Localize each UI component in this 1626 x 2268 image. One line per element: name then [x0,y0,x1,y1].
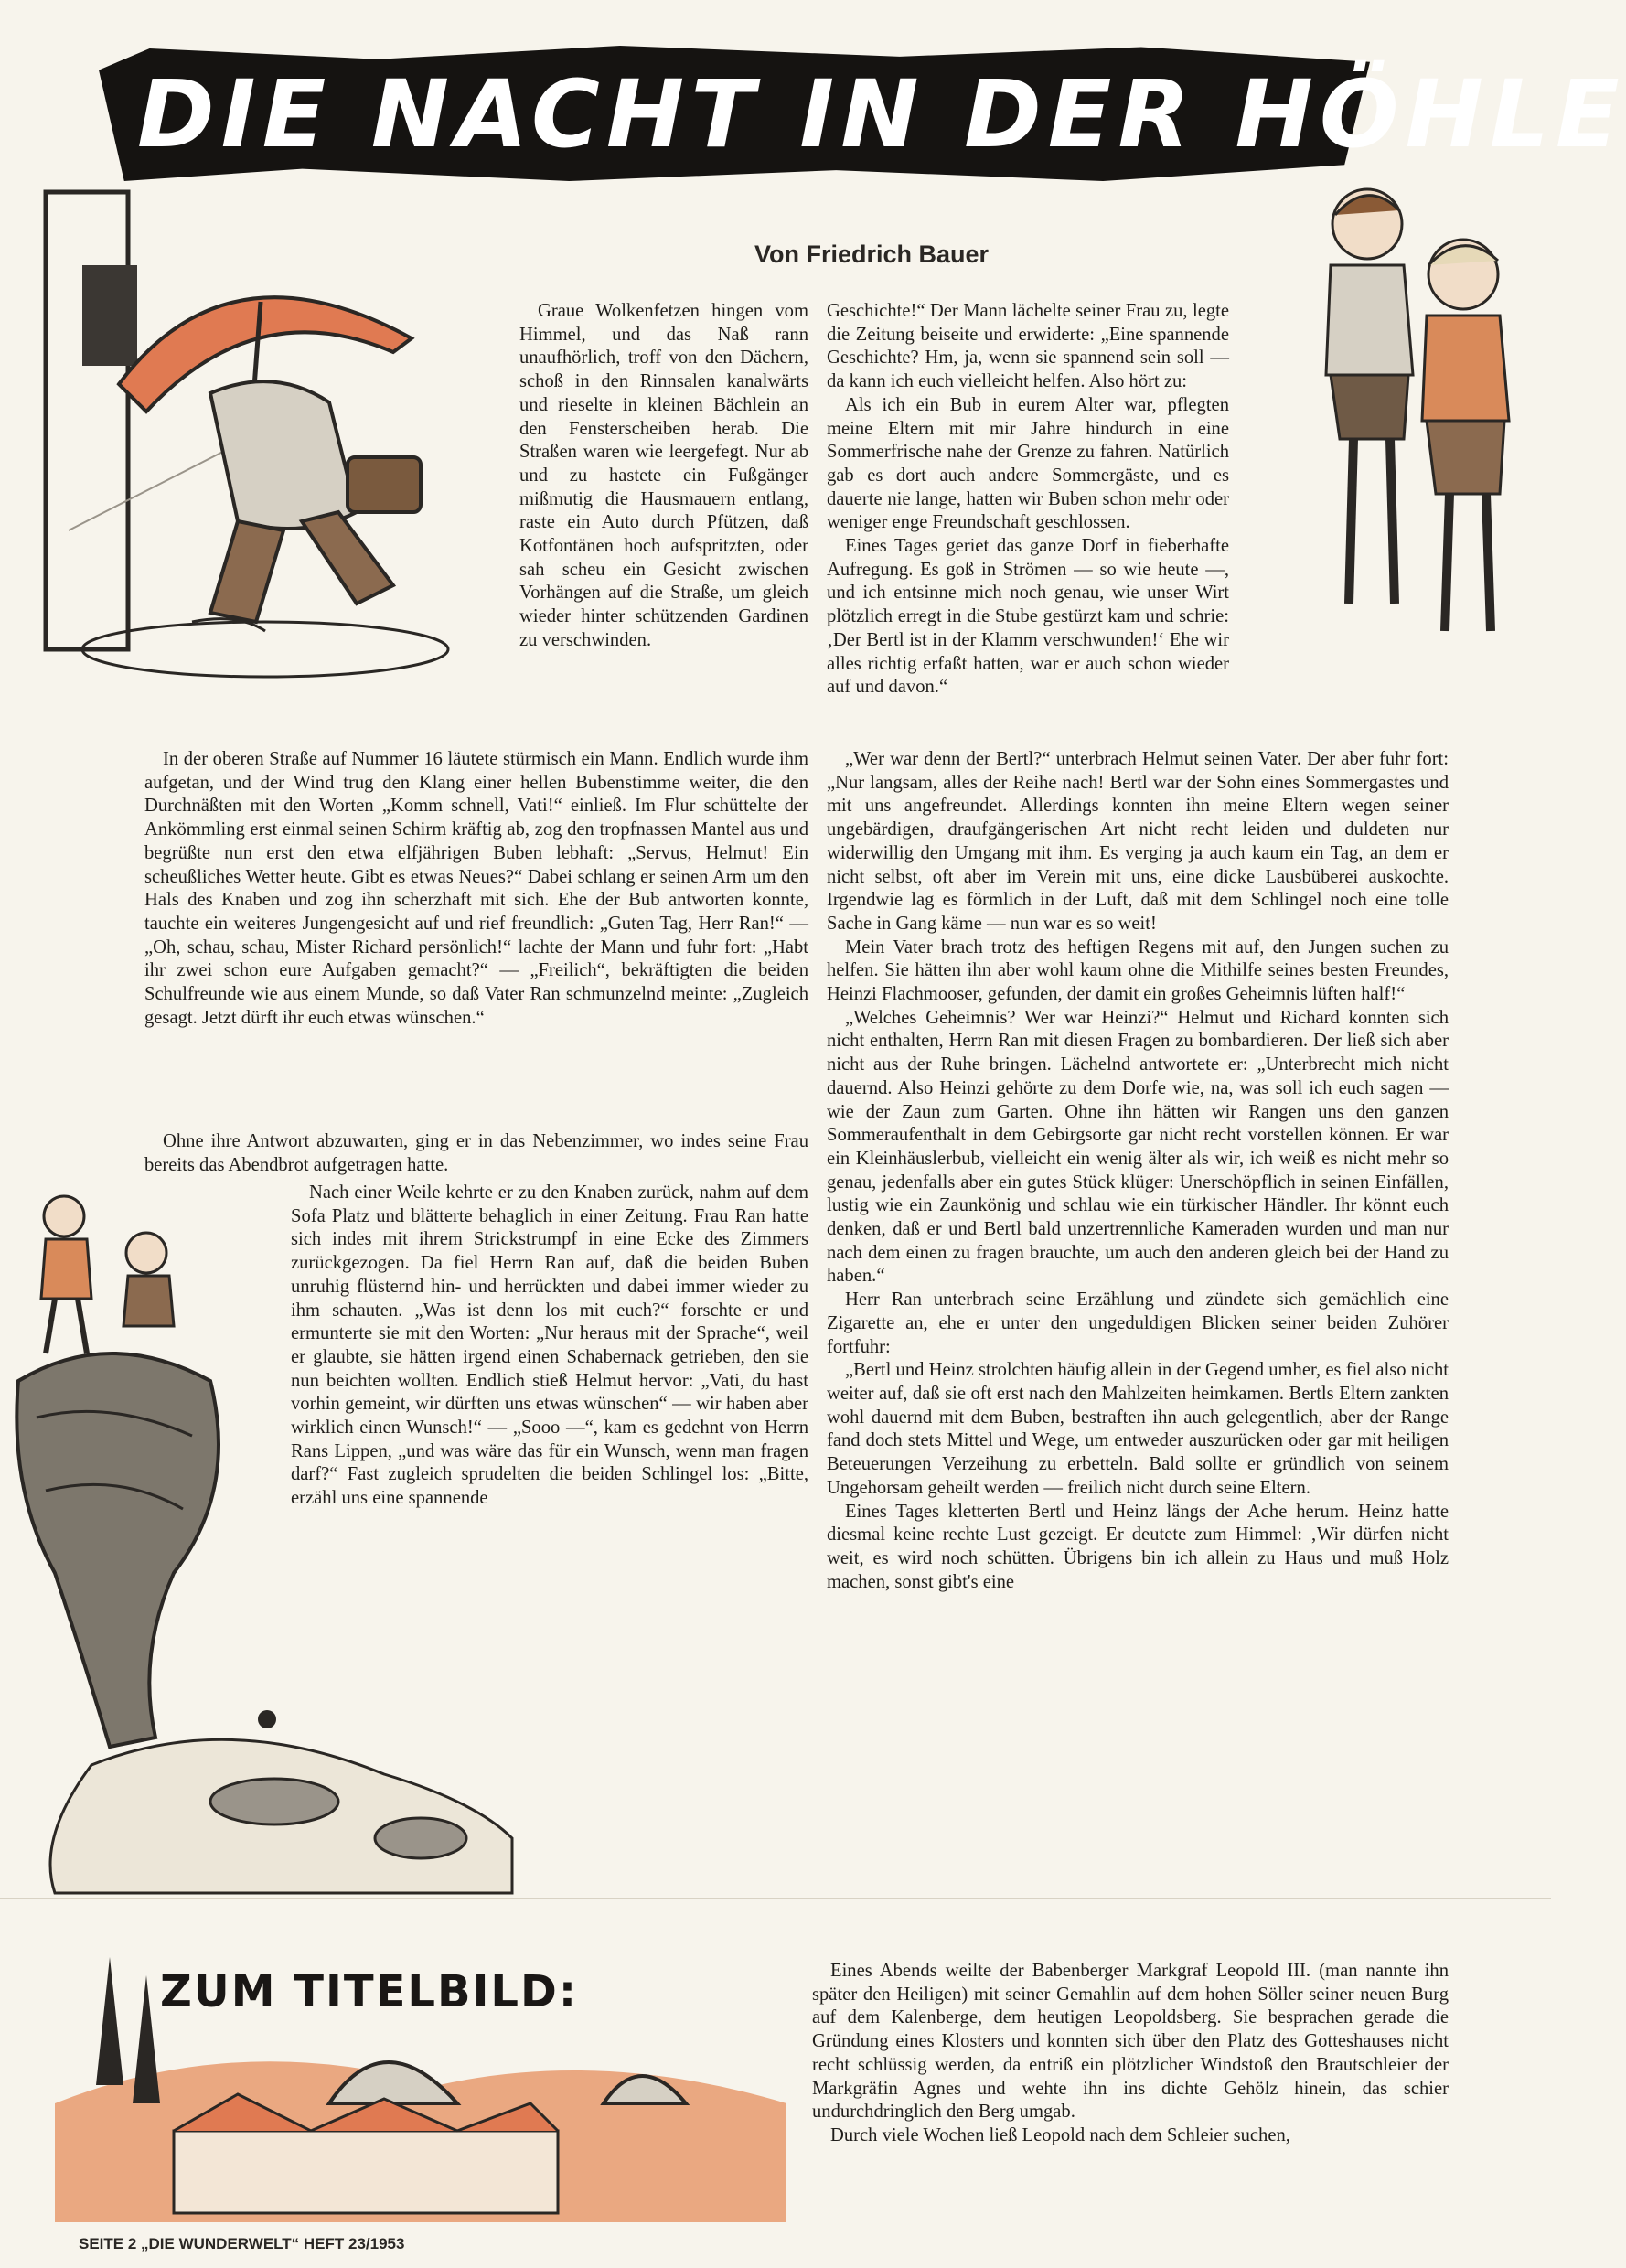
section-divider [0,1898,1551,1899]
column-1-intro [519,300,808,748]
column-2-upper [827,300,1229,698]
intro-paragraph: Graue Wolkenfetzen hingen vom Himmel, und das Naß rann unaufhörlich, troff von den Dächern, schoß in den Rinnsalen kanalwärts und rieselte in kleinen Bächlein an den Fensterscheiben herab. Die Straßen waren wie leergefegt. Nur ab und zu hastete ein Fußgänger mißmutig die Hausmauern entlang, raste ein Auto durch Pfützen, daß Kotfontänen hoch aufspritzten, oder sah scheu ein Gesicht zwischen Vorhängen auf die Straße, um gleich wieder hinter schützenden Gardinen zu verschwinden. [519,301,808,650]
paragraph: „Bertl und Heinz strolchten häufig allein in der Gegend umher, es fiel also nicht weiter auf, daß sie oft erst nach den Mahlzeiten heimkamen. Bertls Eltern zankten wohl dauernd mit dem Buben, bestraften ihn auch gelegentlich, aber der Range fand doch stets Mittel und Wege, um entweder auszurücken oder gar mit heiligen Beteuerungen Verzeihung zu erbetteln. Bald sollte er gründlich von seinem Ungehorsam geheilt werden — freilich nicht durch seine Eltern. [827,1360,1449,1498]
paragraph: Eines Tages geriet das ganze Dorf in fieberhafte Aufregung. Es goß in Strömen — so wie heute —, und ich entsinne mich noch genau, wie unser Wirt plötzlich erregt in die Stube gestürzt kam und schrie: ‚Der Bertl ist in der Klamm verschwunden!‘ Ehe wir alles richtig erfaßt hatten, war er auch schon wieder auf und davon.“ [827,536,1229,698]
paragraph: Mein Vater brach trotz des heftigen Regens mit auf, den Jungen suchen zu helfen. Sie hätten ihn aber wohl kaum ohne die Mithilfe seines besten Freundes, Heinzi Flachmooser, gefunden, der damit ein großes Geheimnis lüften half!“ [827,936,1449,1005]
two-boys-illustration [1289,174,1536,658]
column-2-lower [827,748,1449,1791]
cover-story-heading: ZUM TITELBILD: [160,1966,579,2017]
paragraph: Geschichte!“ Der Mann lächelte seiner Frau zu, legte die Zeitung beiseite und erwiderte: „Eine spannende Geschichte? Hm, ja, wenn sie spannend sein soll — da kann ich euch vielleicht helfen. Also hört zu: [827,301,1229,392]
paragraph: Ohne ihre Antwort abzuwarten, ging er in das Nebenzimmer, wo indes seine Frau bereits das Abendbrot aufgetragen hatte. [144,1131,808,1175]
boys-on-rock-illustration [0,1143,512,1893]
paragraph: Eines Abends weilte der Babenberger Markgraf Leopold III. (man nannte ihn später den Heiligen) mit seiner Gemahlin auf dem hohen Söller seiner neuen Burg auf dem Kalenberge, dem heutigen Leopoldsberg. Sie besprachen gerade die Gründung eines Klosters und konnten sich über den Platz des Gotteshauses nicht recht schlüssig werden, da entriß ein plötzlicher Windstoß den Brautschleier der Markgräfin Agnes und wehte ihn ins dichte Gehölz hinein, das schier undurchdringlich den Berg umgab. [812,1961,1449,2123]
paragraph: Durch viele Wochen ließ Leopold nach dem Schleier suchen, [830,2124,1290,2145]
paragraph: „Wer war denn der Bertl?“ unterbrach Helmut seinen Vater. Der aber fuhr fort: „Nur langsam, alles der Reihe nach! Bertl war der Sohn eines Sommergastes und mit uns angefreundet. Allerdings konnten ihn meine Eltern wegen seiner ungebärdigen, draufgängerischen Art nicht recht leiden und duldeten nur widerwillig den Umgang mit ihm. Es verging ja auch kaum ein Tag, an dem er nicht selbst, oft aber im Verein mit uns, eine dicke Lausbüberei auskochte. Irgendwie lag es förmlich in der Luft, daß mit dem Schlingel noch eine tolle Sache in Gang käme — nun war es so weit! [827,749,1449,934]
author-byline: Von Friedrich Bauer [754,241,990,268]
page-footer: SEITE 2 „DIE WUNDERWELT“ HEFT 23/1953 [79,2235,405,2252]
paragraph: Nach einer Weile kehrte er zu den Knaben zurück, nahm auf dem Sofa Platz und blätterte behaglich in einer Zeitung. Frau Ran hatte sich indes mit ihrem Strickstrumpf in eine Ecke des Zimmers zurückgezogen. Da fiel Herrn Ran auf, daß die beiden Buben unruhig flüsternd hin- und herrückten und dabei immer wieder zu ihm schauten. „Was ist denn los mit euch?“ forschte er und ermunterte sie mit den Worten: „Nur heraus mit der Sprache“, weil er glaubte, sie hätten irgend einen Schabernack getrieben, den sie nun beichten wollten. Endlich stieß Helmut hervor: „Vati, du hast vorhin gemeint, wir dürften uns etwas wünschen“ — wir haben aber wirklich einen Wunsch!“ — „Sooo —“, kam es gedehnt von Herrn Rans Lippen, „und was wäre das für ein Wunsch, wenn man fragen darf?“ Fast zugleich sprudelten die beiden Schlingel los: „Bitte, erzähl uns eine spannende [291,1182,808,1509]
paragraph: Herr Ran unterbrach seine Erzählung und zündete sich gemächlich eine Zigarette an, ehe er unter den ungeduldigen Blicken seiner beiden Zuhörer fortfuhr: [827,1289,1449,1357]
paragraph: Eines Tages kletterten Bertl und Heinz längs der Ache herum. Heinz hatte diesmal keine rechte Lust gezeigt. Er deutete zum Himmel: ‚Wir dürfen nicht weit, es wird noch schütten. Übrigens bin ich allein zu Haus und muß Holz machen, sonst gibt's eine [827,1501,1449,1592]
article-title: DIE NACHT IN DER HÖHLE [137,60,1626,169]
bottom-text-column [812,1960,1449,2225]
paragraph: „Welches Geheimnis? Wer war Heinzi?“ Helmut und Richard konnten sich nicht enthalten, Herrn Ran mit diesen Fragen zu bombardieren. Der ließ sich aber nicht aus der Ruhe bringen. Lächelnd antwortete er: „Unterbrecht mich nicht dauernd. Also Heinzi gehörte zu dem Dorfe wie, na, was soll ich euch sagen — wie der Zaun zum Garten. Ohne ihn hätten wir Rangen uns den ganzen Sommeraufenthalt in dem Gebirgsorte gar nicht recht vorstellen können. Er war ein Kleinhäuslerbub, vielleicht ein wenig älter als wir, ich weiß es nicht mehr so genau, jedenfalls aber ein gutes Stück klüger: Unerschöpflich in seinen Einfällen, lustig wie ein Zaunkönig und schlau wie ein türkischer Händler. Ihr könnt euch denken, daß er und Bertl bald unzertrennliche Kameraden wurden und man nur nach dem einen zu fragen brauchte, um auch den anderen gleich bei der Hand zu haben.“ [827,1007,1449,1287]
man-with-umbrella-illustration [27,183,503,695]
paragraph: In der oberen Straße auf Nummer 16 läutete stürmisch ein Mann. Endlich wurde ihm aufgetan, und der Wind trug den Klang einer hellen Bubenstimme weiter, die den Durchnäßten mit den Worten „Komm schnell, Vati!“ einließ. Im Flur schüttelte der Ankömmling erst einmal seinen Schirm kräftig ab, zog den tropfnassen Mantel aus und begrüßte nun erst den etwa elfjährigen Buben lebhaft: „Servus, Helmut! Ein scheußliches Wetter heute. Gibt es etwas Neues?“ Dabei schlang er seinen Arm um den Hals des Knaben und zog ihn scherzhaft mit sich. Ehe der Bub antworten konnte, tauchte ein weiteres Jungengesicht auf und rief freundlich: „Guten Tag, Herr Ran!“ — „Oh, schau, schau, Mister Richard persönlich!“ lachte der Mann und fuhr fort: „Habt ihr zwei schon eure Aufgaben gemacht?“ — „Freilich“, bekräftigten die beiden Schulfreunde wie aus einem Munde, so daß Vater Ran schmunzelnd meinte: „Zugleich gesagt. Jetzt dürft ihr euch etwas wünschen.“ [144,749,808,1028]
paragraph: Als ich ein Bub in eurem Alter war, pflegten meine Eltern mit mir Jahre hindurch in eine Sommerfrische nahe der Grenze zu fahren. Natürlich gab es dort auch andere Sommergäste, und es dauerte nie lange, hatten wir Buben schon mehr oder weniger enge Freundschaft geschlossen. [827,394,1229,533]
column-1-main [144,748,808,1130]
